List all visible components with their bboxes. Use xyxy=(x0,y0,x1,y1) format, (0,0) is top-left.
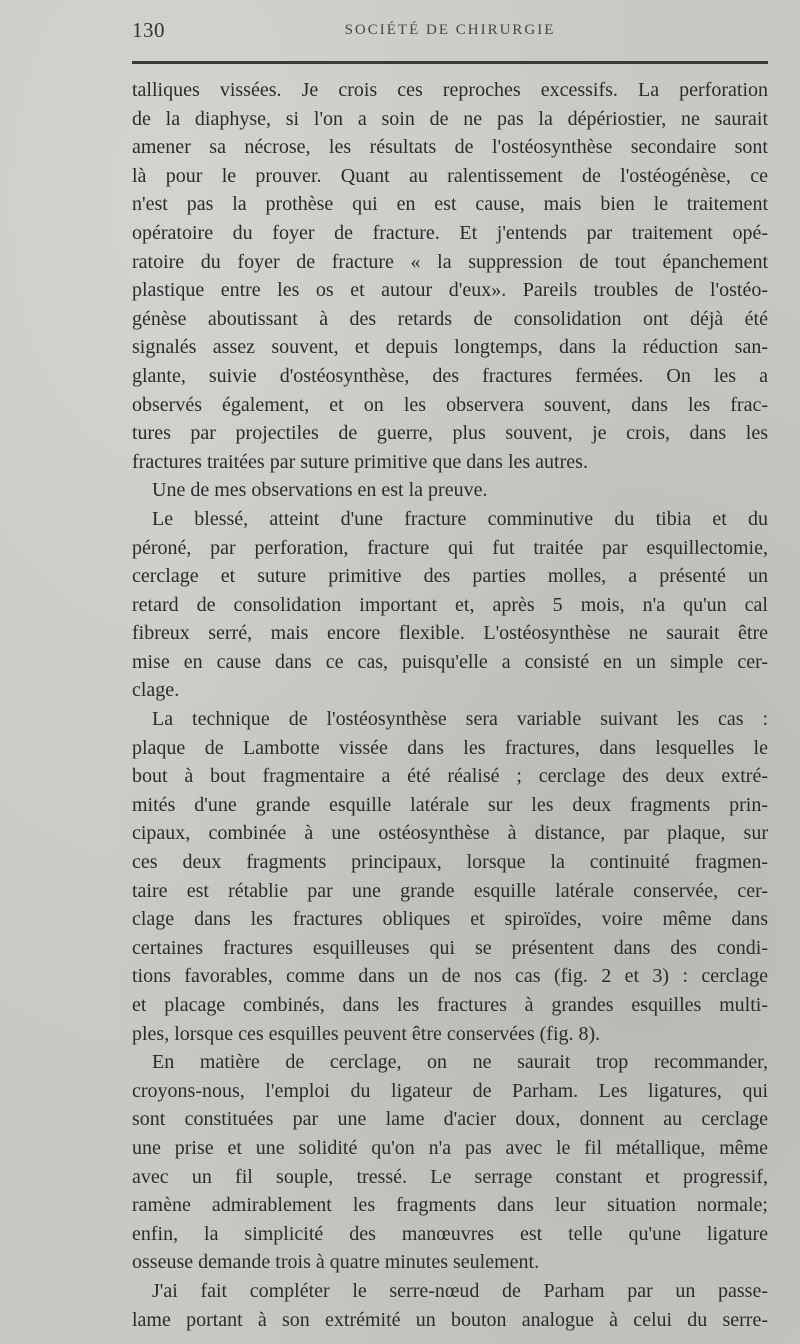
text-line: tures par projectiles de guerre, plus souvent, je crois, dans les xyxy=(132,422,768,445)
text-line: amener sa nécrose, les résultats de l'ostéosynthèse secondaire sont xyxy=(132,136,768,159)
text-line: mités d'une grande esquille latérale sur les deux fragments prin- xyxy=(132,793,768,816)
text-line: osseuse demande trois à quatre minutes seulement. xyxy=(132,1251,540,1274)
text-line: ratoire du foyer de fracture « la suppression de tout épanchement xyxy=(132,250,768,273)
header-rule xyxy=(132,61,768,64)
text-line: n'est pas la prothèse qui en est cause, mais bien le traitement xyxy=(132,193,768,216)
text-line: lame portant à son extrémité un bouton analogue à celui du serre- xyxy=(132,1308,768,1331)
text-line: ples, lorsque ces esquilles peuvent être conservées (fig. 8). xyxy=(132,1022,601,1045)
text-line: fibreux serré, mais encore flexible. L'ostéosynthèse ne saurait être xyxy=(132,622,768,645)
text-line: fractures traitées par suture primitive que dans les autres. xyxy=(132,450,588,473)
text-line: cerclage et suture primitive des parties molles, a présenté un xyxy=(132,565,768,588)
text-line: avec un fil souple, tressé. Le serrage constant et progressif, xyxy=(132,1165,768,1188)
text-line: bout à bout fragmentaire a été réalisé ; cerclage des deux extré- xyxy=(132,765,768,788)
text-line: là pour le prouver. Quant au ralentissement de l'ostéogénèse, ce xyxy=(132,164,768,187)
text-line: ramène admirablement les fragments dans leur situation normale; xyxy=(132,1194,768,1217)
running-title: SOCIÉTÉ DE CHIRURGIE xyxy=(344,22,556,38)
text-line: retard de consolidation important et, après 5 mois, n'a qu'un cal xyxy=(132,593,768,616)
text-line: Le blessé, atteint d'une fracture comminutive du tibia et du xyxy=(152,507,768,530)
text-line: clage. xyxy=(132,679,180,702)
text-line: et placage combinés, dans les fractures à grandes esquilles multi- xyxy=(132,994,768,1016)
body-text xyxy=(132,76,768,1334)
text-line: signalés assez souvent, et depuis longtemps, dans la réduction san- xyxy=(132,336,768,359)
text-line: tions favorables, comme dans un de nos cas (fig. 2 et 3) : cerclage xyxy=(132,965,768,988)
text-line: opératoire du foyer de fracture. Et j'entends par traitement opé- xyxy=(132,221,768,244)
text-line: péroné, par perforation, fracture qui fut traitée par esquillectomie, xyxy=(132,536,768,559)
text-line: mise en cause dans ce cas, puisqu'elle a consisté en un simple cer- xyxy=(132,650,768,673)
text-line: clage dans les fractures obliques et spiroïdes, voire même dans xyxy=(132,908,768,931)
text-line: génèse aboutissant à des retards de consolidation ont déjà été xyxy=(132,307,768,330)
running-head xyxy=(132,18,768,48)
text-line: sont constituées par une lame d'acier doux, donnent au cerclage xyxy=(132,1108,768,1131)
text-line: croyons-nous, l'emploi du ligateur de Parham. Les ligatures, qui xyxy=(132,1079,768,1102)
text-line: La technique de l'ostéosynthèse sera variable suivant les cas : xyxy=(152,708,768,731)
text-line: une prise et une solidité qu'on n'a pas avec le fil métallique, même xyxy=(132,1136,768,1159)
page-number: 130 xyxy=(132,18,165,42)
text-line: taire est rétablie par une grande esquille latérale conservée, cer- xyxy=(132,879,768,902)
text-line: enfin, la simplicité des manœuvres est telle qu'une ligature xyxy=(132,1222,768,1245)
text-line: plastique entre les os et autour d'eux». Pareils troubles de l'ostéo- xyxy=(132,279,768,302)
text-line: En matière de cerclage, on ne saurait trop recommander, xyxy=(152,1051,768,1074)
text-line: J'ai fait compléter le serre-nœud de Parham par un passe- xyxy=(152,1279,768,1302)
text-line: talliques vissées. Je crois ces reproches excessifs. La perforation xyxy=(132,79,768,101)
text-line: glante, suivie d'ostéosynthèse, des fractures fermées. On les a xyxy=(132,364,768,387)
text-line: certaines fractures esquilleuses qui se présentent dans des condi- xyxy=(132,936,768,959)
text-line: observés également, et on les observera souvent, dans les frac- xyxy=(132,393,768,416)
text-line: de la diaphyse, si l'on a soin de ne pas la dépériostier, ne saurait xyxy=(132,107,768,130)
text-line: ces deux fragments principaux, lorsque la continuité fragmen- xyxy=(132,851,768,874)
text-line: cipaux, combinée à une ostéosynthèse à distance, par plaque, sur xyxy=(132,822,768,845)
text-line: plaque de Lambotte vissée dans les fractures, dans lesquelles le xyxy=(132,736,768,759)
text-line: Une de mes observations en est la preuve. xyxy=(152,479,488,502)
